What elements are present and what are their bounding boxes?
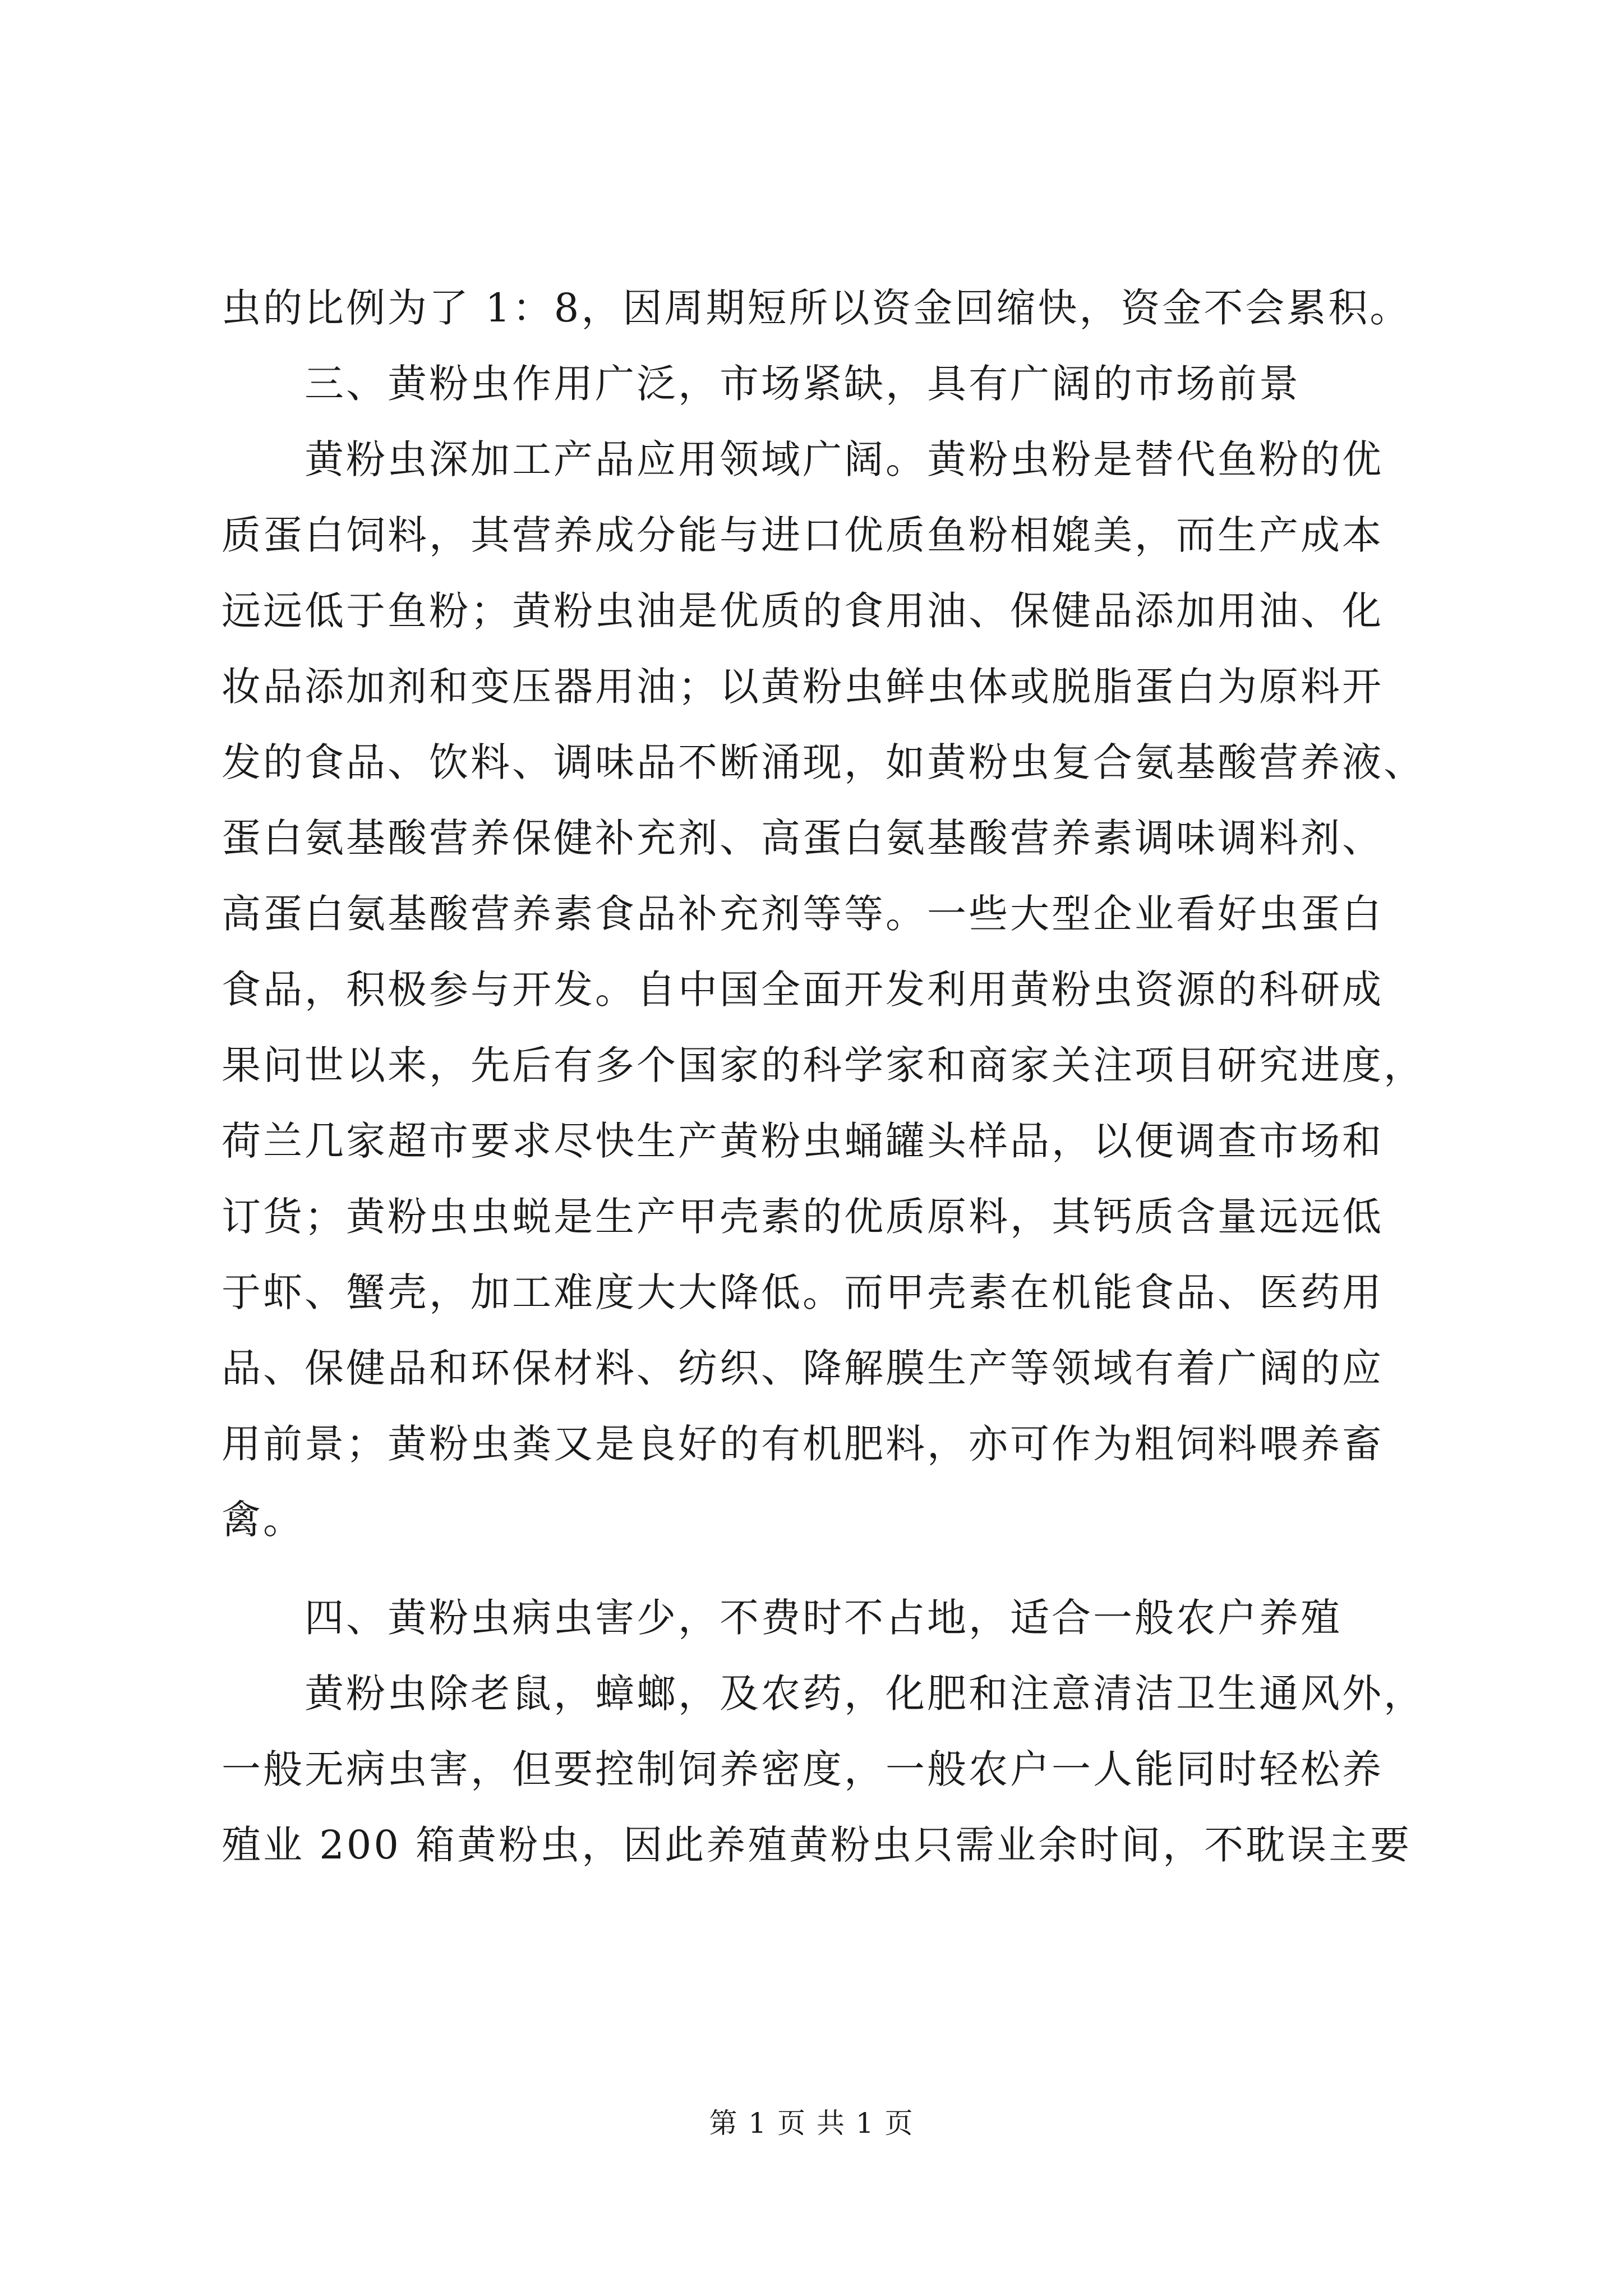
text-line: 高蛋白氨基酸营养素食品补充剂等等。一些大型企业看好虫蛋白 [222, 891, 1384, 937]
text-line: 发的食品、饮料、调味品不断涌现，如黄粉虫复合氨基酸营养液、 [222, 739, 1425, 785]
paragraph-block-1 [222, 270, 1425, 1558]
page-footer: 第 1 页 共 1 页 [709, 2107, 914, 2139]
text-line: 质蛋白饲料，其营养成分能与进口优质鱼粉相媲美，而生产成本 [222, 512, 1384, 558]
text-line: 用前景；黄粉虫粪又是良好的有机肥料，亦可作为粗饲料喂养畜 [222, 1421, 1384, 1467]
text-line: 果问世以来，先后有多个国家的科学家和商家关注项目研究进度， [222, 1042, 1425, 1088]
text-line: 三、黄粉虫作用广泛，市场紧缺，具有广阔的市场前景 [305, 361, 1301, 407]
text-line: 一般无病虫害，但要控制饲养密度，一般农户一人能同时轻松养 [222, 1746, 1384, 1792]
text-line: 禽。 [222, 1497, 305, 1543]
document-body [222, 270, 1425, 1883]
text-line: 殖业 200 箱黄粉虫，因此养殖黄粉虫只需业余时间，不耽误主要 [222, 1822, 1412, 1868]
paragraph-gap [222, 1558, 1410, 1580]
text-line: 于虾、蟹壳，加工难度大大降低。而甲壳素在机能食品、医药用 [222, 1269, 1384, 1315]
text-line: 黄粉虫深加工产品应用领域广阔。黄粉虫粉是替代鱼粉的优 [305, 436, 1384, 482]
text-line: 订货；黄粉虫虫蜕是生产甲壳素的优质原料，其钙质含量远远低 [222, 1194, 1384, 1240]
paragraph-block-2 [222, 1580, 1425, 1883]
text-line: 食品，积极参与开发。自中国全面开发利用黄粉虫资源的科研成 [222, 967, 1384, 1013]
text-line: 四、黄粉虫病虫害少，不费时不占地，适合一般农户养殖 [305, 1595, 1342, 1641]
text-line: 远远低于鱼粉；黄粉虫油是优质的食用油、保健品添加用油、化 [222, 588, 1384, 634]
text-line: 虫的比例为了 1：8，因周期短所以资金回缩快，资金不会累积。 [222, 285, 1412, 331]
text-line: 荷兰几家超市要求尽快生产黄粉虫蛹罐头样品，以便调查市场和 [222, 1118, 1384, 1164]
text-line: 妆品添加剂和变压器用油；以黄粉虫鲜虫体或脱脂蛋白为原料开 [222, 664, 1384, 710]
text-line: 品、保健品和环保材料、纺织、降解膜生产等领域有着广阔的应 [222, 1345, 1384, 1391]
text-line: 黄粉虫除老鼠，蟑螂，及农药，化肥和注意清洁卫生通风外， [305, 1671, 1425, 1717]
text-line: 蛋白氨基酸营养保健补充剂、高蛋白氨基酸营养素调味调料剂、 [222, 815, 1384, 861]
